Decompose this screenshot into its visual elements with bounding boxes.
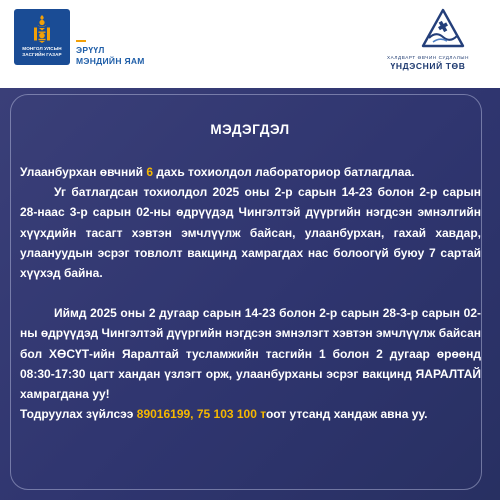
nccd-name: [368, 54, 488, 71]
notice-lead: [20, 162, 481, 182]
nccd-name-line1: ХАЛДВАРТ ӨВЧИН СУДЛАЛЫН: [386, 55, 470, 60]
case-number: 6: [146, 165, 154, 179]
ministry-name-line1: ЭРҮҮЛ: [76, 45, 105, 55]
notice-title: МЭДЭГДЭЛ: [210, 122, 290, 137]
notice-lead-after: дахь тохиолдол лабораториор батлагдлаа.: [153, 165, 415, 179]
accent-bar: [76, 40, 86, 42]
ministry-name-line2: МЭНДИЙН ЯАМ: [76, 56, 145, 66]
soyombo-emblem-icon: [32, 15, 52, 43]
header: [0, 0, 500, 88]
notice-paragraph-2: Иймд 2025 оны 2 дугаар сарын 14-23 болон 2-р сарын 28-3-р сарын 02-ны өдрүүдэд Чингэлтэй дүүргийн нэгдсэн эмнэлэгт хэвтэн эмчлүүлж байсан бол ХӨСҮТ-ийн Яаралтай тусламжийн тасгийн 1 болон 2 дугаар өрөөнд 08:30-17:30 цагт хандан үзлэгт орж, улаанбурханы эсрэг вакцинд ЯАРАЛТАЙ хамрагдана уу!: [20, 306, 481, 402]
government-logo-text: [22, 46, 61, 57]
notice-contact: [20, 404, 481, 424]
notice-card: [0, 88, 500, 500]
contact-phones: 89016199, 75 103 100 т: [136, 407, 266, 422]
paragraph-gap: [20, 283, 481, 303]
government-logo-line1: МОНГОЛ УЛСЫН: [22, 46, 62, 51]
government-logo: [14, 9, 70, 65]
contact-after: оот утсанд хандаж авна уу.: [265, 407, 428, 422]
notice-paragraph-1: Уг батлагдсан тохиолдол 2025 оны 2-р сарын 14-23 болон 2-р сарын 28-наас 3-р сарын 02-ны өдрүүдэд Чингэлтэй дүүргийн нэгдсэн эмнэлгийн хүүхдийн тасагт хэвтэн эмчлүүлж байсан, улаанбурхан, гахай хавдар, улаануудын эсрэг товлолт вакцинд хамрагдах нас болоогүй буюу 7 сартай хүүхэд байна.: [20, 185, 481, 281]
triangle-cross-emblem-icon: [420, 7, 466, 53]
ministry-name: [76, 45, 145, 67]
notice-body: [20, 162, 481, 424]
contact-before: Тодруулах зүйлсээ: [20, 407, 137, 422]
government-logo-line2: ЗАСГИЙН ГАЗАР: [22, 51, 62, 57]
notice-lead-before: Улаанбурхан өвчний: [20, 165, 147, 179]
nccd-name-line2: ҮНДЭСНИЙ ТӨВ: [390, 61, 466, 71]
